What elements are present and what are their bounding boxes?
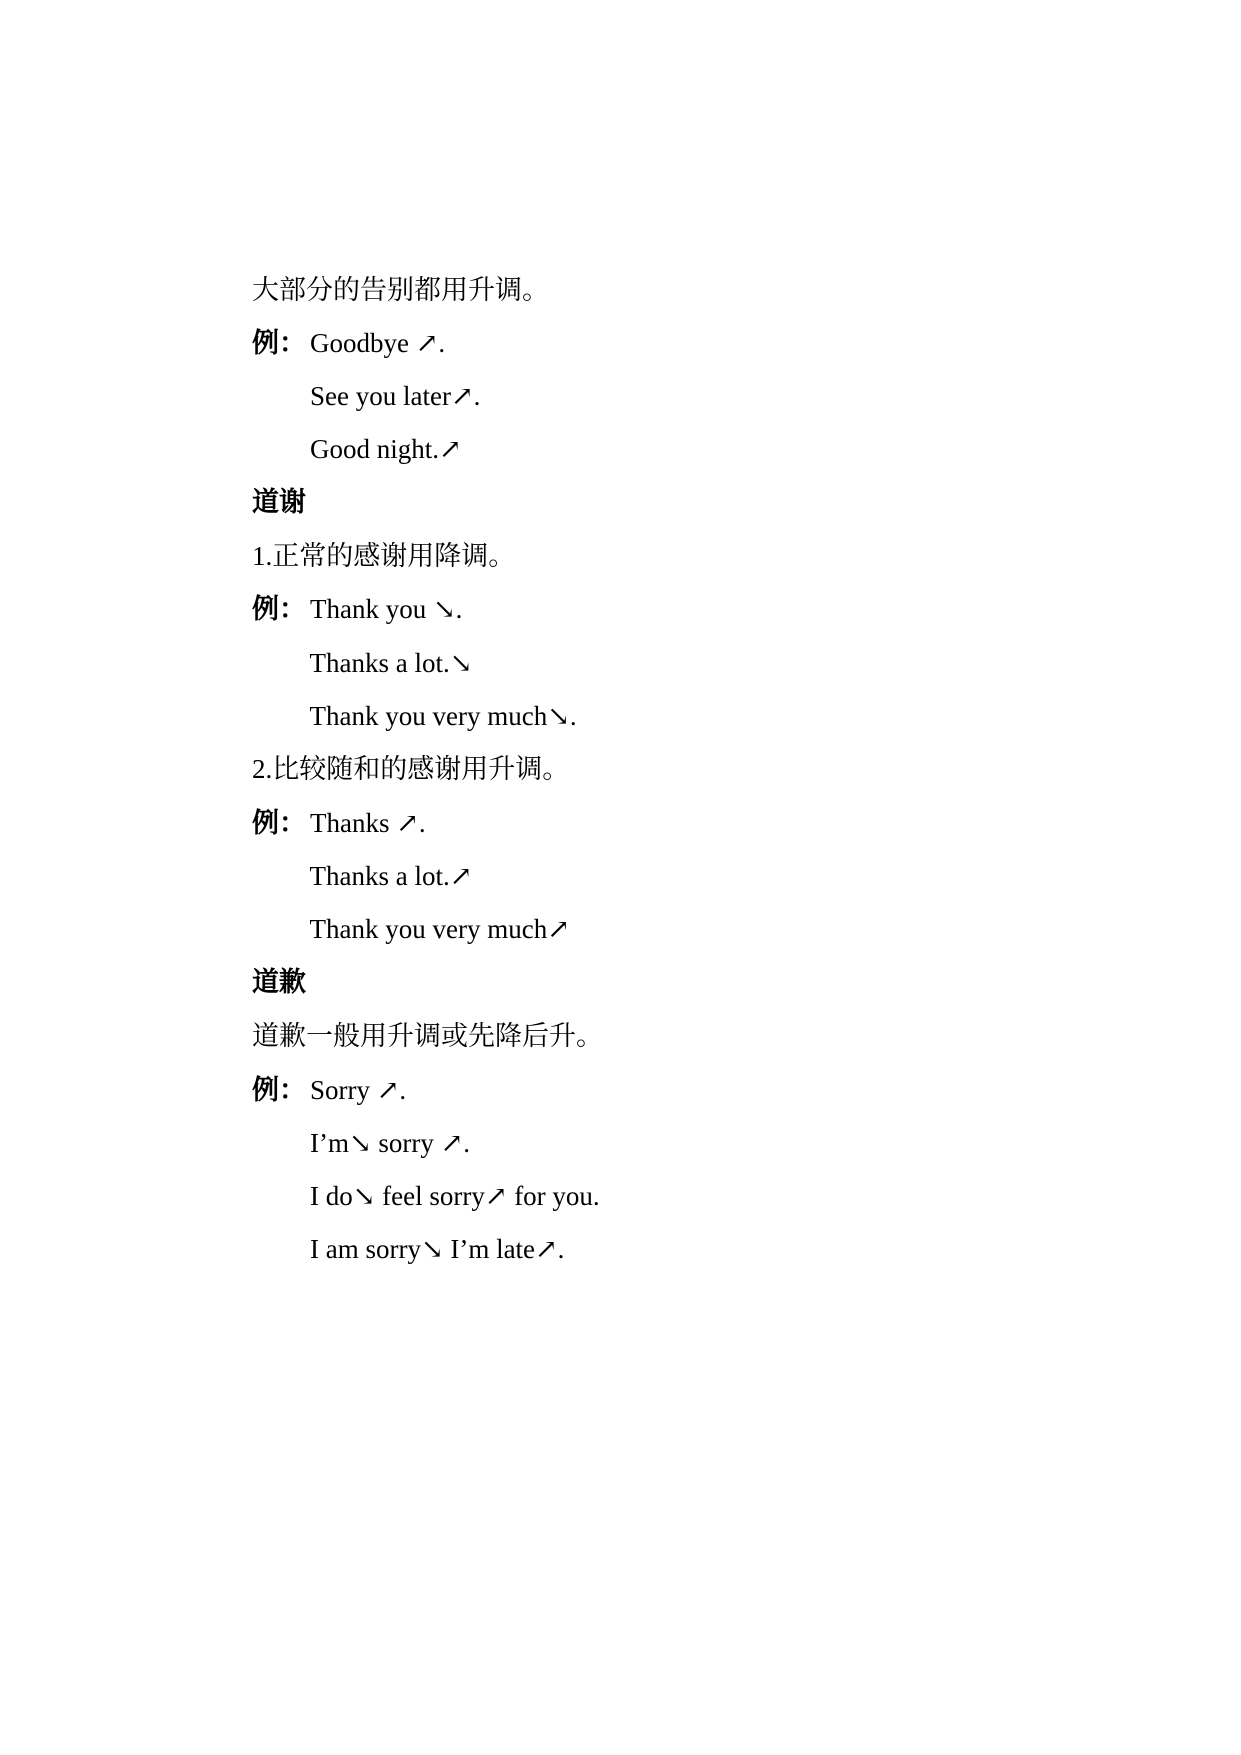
example-text: Thanks a lot.↘	[309, 648, 473, 678]
example-line	[283, 1195, 564, 1303]
rule-text: 大部分的告别都用升调。	[252, 275, 549, 305]
example-text: Good night.↗	[310, 434, 462, 464]
example-line	[283, 395, 462, 503]
section-heading-text: 道歉	[252, 967, 306, 997]
example-label: 例：	[252, 594, 306, 624]
rule-text: 道歉一般用升调或先降后升。	[252, 1021, 603, 1051]
example-text: I’m↘ sorry ↗.	[310, 1128, 470, 1158]
example-text: Goodbye ↗.	[310, 328, 446, 358]
example-text: I do↘ feel sorry↗ for you.	[310, 1181, 600, 1211]
example-text: Thank you very much↘.	[309, 701, 577, 731]
example-label: 例：	[252, 808, 306, 838]
example-text: Sorry ↗.	[310, 1075, 407, 1105]
rule-text: 1.正常的感谢用降调。	[252, 541, 516, 571]
rule-text: 2.比较随和的感谢用升调。	[252, 754, 570, 784]
example-text: Thank you ↘.	[310, 594, 463, 624]
example-text: Thank you very much↗	[309, 914, 570, 944]
example-text: See you later↗.	[310, 381, 481, 411]
example-label: 例：	[252, 1075, 306, 1105]
example-text: Thanks ↗.	[310, 808, 426, 838]
example-text: I am sorry↘ I’m late↗.	[310, 1234, 565, 1264]
example-label: 例：	[252, 328, 306, 358]
example-text: Thanks a lot.↗	[309, 861, 473, 891]
section-heading-text: 道谢	[252, 487, 306, 517]
example-line	[283, 875, 570, 983]
